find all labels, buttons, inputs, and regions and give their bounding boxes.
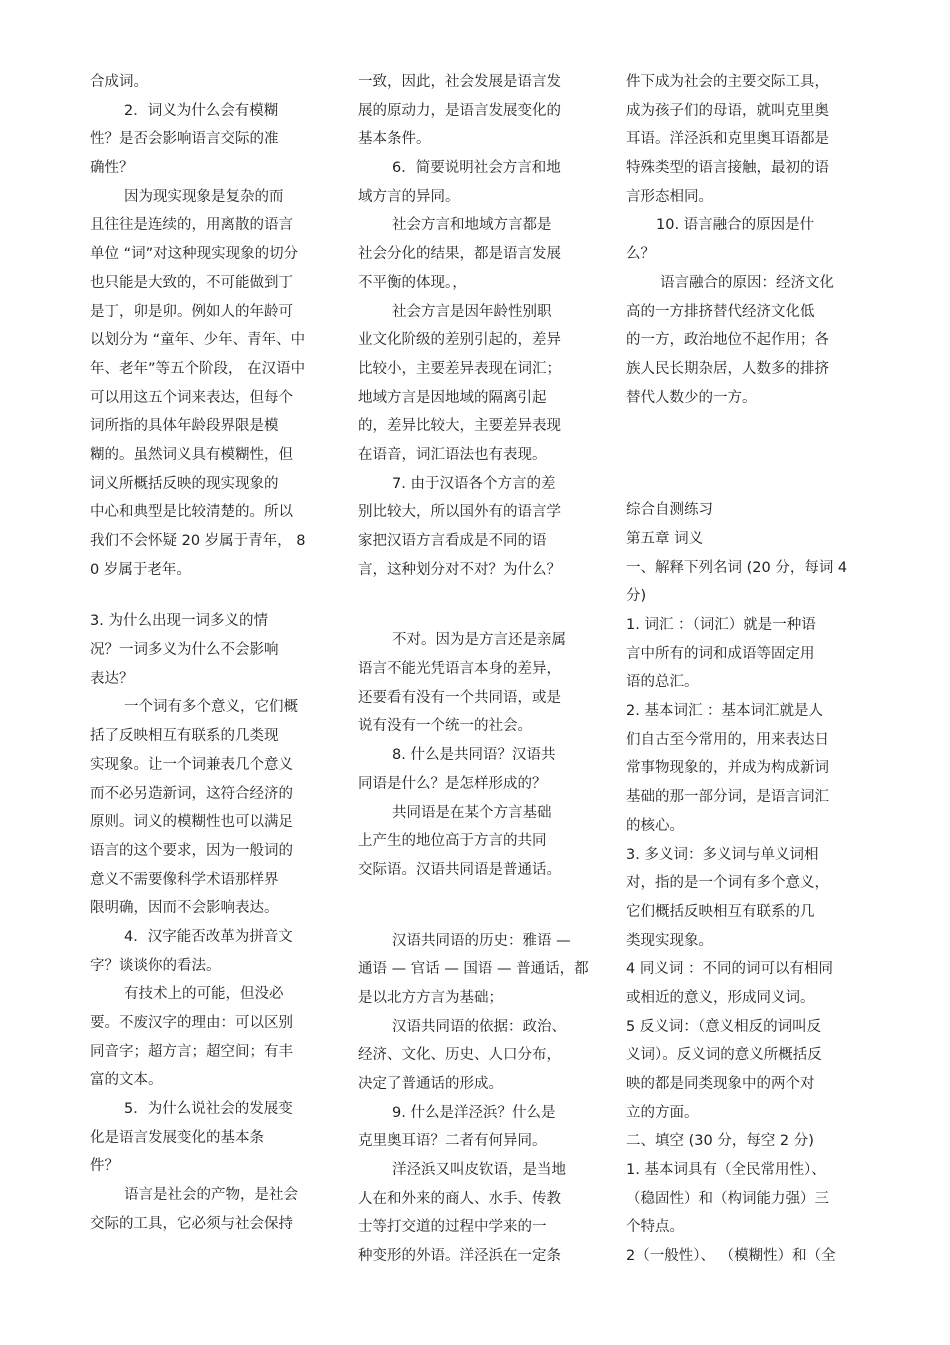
text-line: 言形态相同。 xyxy=(626,188,713,205)
text-line: 特殊类型的语言接触，最初的语 xyxy=(626,160,829,177)
text-line: 上产生的地位高于方言的共同 xyxy=(358,833,547,850)
text-line: 域方言的异同。 xyxy=(358,188,460,205)
text-line: 6．简要说明社会方言和地 xyxy=(392,160,561,177)
text-line: 通语 — 官话 — 国语 — 普通话，都 xyxy=(358,961,589,978)
text-line: 语言不能光凭语言本身的差异， xyxy=(358,661,561,678)
text-line: 在语音，词汇语法也有表现。 xyxy=(358,446,547,463)
text-line: 1. 基本词具有（全民常用性）、 xyxy=(626,1162,826,1179)
text-column-middle xyxy=(358,68,589,1271)
text-line: 富的文本。 xyxy=(90,1072,163,1089)
text-line: 决定了普通话的形成。 xyxy=(358,1076,503,1092)
text-line: 是丁，卯是卯。例如人的年龄可 xyxy=(90,303,293,320)
text-line: 不平衡的体现。， xyxy=(358,274,467,291)
paragraph-gap xyxy=(90,584,330,607)
text-line: 原则。词义的模糊性也可以满足 xyxy=(90,814,293,831)
text-line: 件下成为社会的主要交际工具， xyxy=(626,74,829,90)
text-line: 类现实现象。 xyxy=(626,932,713,949)
text-line: 汉语共同语的依据：政治、 xyxy=(392,1018,566,1035)
text-line: 或相近的意义，形成同义词。 xyxy=(626,989,815,1006)
text-line: 分) xyxy=(626,588,647,605)
text-line: 0 岁属于老年。 xyxy=(90,561,191,578)
text-line: 家把汉语方言看成是不同的语 xyxy=(358,533,547,549)
text-line: 社会分化的结果，都是语言发展 xyxy=(358,246,561,263)
text-line: 人在和外来的商人、水手、传教 xyxy=(358,1190,561,1207)
text-line: 还要看有没有一个共同语，或是 xyxy=(358,689,561,706)
text-line: 5 反义词：（意义相反的词叫反 xyxy=(626,1018,822,1035)
text-line: 第五章 词义 xyxy=(626,530,704,547)
text-column-left xyxy=(90,68,330,1239)
text-line: 综合自测练习 xyxy=(626,502,713,519)
text-line: 年、老年”等五个阶段， 在汉语中 xyxy=(90,360,306,377)
text-line: 对，指的是一个词有多个意义， xyxy=(626,875,829,892)
text-line: 耳语。洋泾浜和克里奥耳语都是 xyxy=(626,131,829,148)
text-line: 因为现实现象是复杂的而 xyxy=(124,188,284,205)
text-line: 映的都是同类现象中的两个对 xyxy=(626,1076,815,1092)
text-line: 语言是社会的产物，是社会 xyxy=(124,1187,298,1204)
text-line: 克里奥耳语？二者有何异同。 xyxy=(358,1133,547,1150)
paragraph-gap xyxy=(358,885,573,927)
text-line: 有技术上的可能，但没必 xyxy=(124,986,284,1003)
text-line: 言，这种划分对不对？为什么？ xyxy=(358,561,561,578)
text-line: 社会方言是因年龄性别职 xyxy=(392,303,552,320)
text-line: 况？一词多义为什么不会影响 xyxy=(90,642,279,659)
text-line: 2．词义为什么会有模糊 xyxy=(124,102,279,119)
text-line: 且往往是连续的，用离散的语言 xyxy=(90,217,293,234)
text-line: 交际语。汉语共同语是普通话。 xyxy=(358,861,561,878)
text-line: 3. 多义词：多义词与单义词相 xyxy=(626,846,819,863)
text-line: 立的方面。 xyxy=(626,1104,699,1121)
text-line: 基础的那一部分词，是语言词汇 xyxy=(626,789,829,806)
text-line: 而不必另造新词，这符合经济的 xyxy=(90,785,293,802)
paragraph-gap xyxy=(626,454,862,496)
text-line: 经济、文化、历史、人口分布， xyxy=(358,1047,561,1064)
text-line: 字？谈谈你的看法。 xyxy=(90,957,221,974)
text-line: 洋泾浜又叫皮钦语，是当地 xyxy=(392,1162,566,1179)
text-line: 4．汉字能否改革为拼音文 xyxy=(124,928,293,945)
text-line: 单位 “词”对这种现实现象的切分 xyxy=(90,246,299,263)
text-line: 5．为什么说社会的发展变 xyxy=(124,1101,293,1118)
paragraph-gap xyxy=(358,584,573,626)
text-line: 别比较大，所以国外有的语言学 xyxy=(358,504,561,521)
text-line: 4 同义词 ：不同的词可以有相同 xyxy=(626,961,833,978)
text-line: 义词）。反义词的意义所概括反 xyxy=(626,1047,822,1064)
text-line: 是以北方方言为基础； xyxy=(358,989,503,1006)
text-line: 社会方言和地域方言都是 xyxy=(392,217,552,234)
text-line: 2（一般性）、 （模糊性）和（全 xyxy=(626,1248,836,1265)
text-line: 中心和典型是比较清楚的。所以 xyxy=(90,504,293,521)
text-line: 表达？ xyxy=(90,670,134,687)
text-line: 8. 什么是共同语？汉语共 xyxy=(392,747,556,764)
text-line: 共同语是在某个方言基础 xyxy=(392,804,552,821)
text-line: 要。不废汉字的理由：可以区别 xyxy=(90,1015,293,1031)
text-line: 的一方，政治地位不起作用；各 xyxy=(626,332,829,349)
text-line: 词所指的具体年龄段界限是模 xyxy=(90,418,279,435)
text-line: 词义所概括反映的现实现象的 xyxy=(90,475,279,492)
text-line: 合成词。 xyxy=(90,74,148,90)
text-line: 二、填空 (30 分，每空 2 分) xyxy=(626,1133,814,1150)
text-line: 化是语言发展变化的基本条 xyxy=(90,1129,264,1146)
text-line: 展的原动力，是语言发展变化的 xyxy=(358,102,561,119)
text-line: 一致，因此，社会发展是语言发 xyxy=(358,74,561,90)
text-line: 业文化阶级的差别引起的，差异 xyxy=(358,332,561,349)
text-line: 件？ xyxy=(90,1158,119,1175)
text-line: 地域方言是因地域的隔离引起 xyxy=(358,389,547,406)
text-line: （稳固性）和（构词能力强）三 xyxy=(626,1190,829,1207)
text-column-right xyxy=(626,68,862,1271)
text-line: 同语是什么？是怎样形成的？ xyxy=(358,775,547,792)
text-line: 一个词有多个意义，它们概 xyxy=(124,699,298,716)
text-line: 也只能是大致的，不可能做到丁 xyxy=(90,274,293,291)
text-line: 高的一方排挤替代经济文化低 xyxy=(626,303,815,320)
text-line: 括了反映相互有联系的几类现 xyxy=(90,728,279,745)
text-line: 们自古至今常用的，用来表达日 xyxy=(626,731,829,748)
text-line: 9. 什么是洋泾浜？什么是 xyxy=(392,1104,556,1121)
paragraph-gap xyxy=(626,412,862,454)
text-line: 种变形的外语。洋泾浜在一定条 xyxy=(358,1248,561,1265)
text-line: 2. 基本词汇 ：基本词汇就是人 xyxy=(626,703,824,720)
text-line: 的，差异比较大，主要差异表现 xyxy=(358,418,561,435)
text-line: 族人民长期杂居，人数多的排挤 xyxy=(626,360,829,377)
text-line: 个特点。 xyxy=(626,1219,684,1236)
text-line: 的核心。 xyxy=(626,817,684,834)
text-line: 交际的工具，它必须与社会保持 xyxy=(90,1215,293,1232)
text-line: 语言融合的原因：经济文化 xyxy=(660,274,834,291)
text-line: 语言的这个要求，因为一般词的 xyxy=(90,842,293,859)
text-line: 性？是否会影响语言交际的准 xyxy=(90,131,279,148)
text-line: 10. 语言融合的原因是什 xyxy=(656,217,815,234)
text-line: 替代人数少的一方。 xyxy=(626,389,757,406)
text-line: 可以用这五个词来表达，但每个 xyxy=(90,389,293,406)
text-line: 么？ xyxy=(626,246,655,263)
text-line: 限明确，因而不会影响表达。 xyxy=(90,900,279,917)
text-line: 汉语共同语的历史：雅语 — xyxy=(392,932,571,949)
text-line: 不对。因为是方言还是亲属 xyxy=(392,632,566,649)
text-line: 言中所有的词和成语等固定用 xyxy=(626,645,815,662)
text-line: 实现象。让一个词兼表几个意义 xyxy=(90,756,293,773)
text-line: 它们概括反映相互有联系的几 xyxy=(626,903,815,920)
text-line: 一、解释下列名词 (20 分，每词 4 xyxy=(626,559,848,576)
text-line: 3. 为什么出现一词多义的情 xyxy=(90,613,268,630)
text-line: 我们不会怀疑 20 岁属于青年， 8 xyxy=(90,533,306,549)
text-line: 比较小，主要差异表现在词汇； xyxy=(358,360,561,377)
text-line: 基本条件。 xyxy=(358,131,431,148)
text-line: 常事物现象的，并成为构成新词 xyxy=(626,760,829,777)
text-line: 说有没有一个统一的社会。 xyxy=(358,718,532,735)
text-line: 以划分为 “童年、少年、青年、中 xyxy=(90,332,306,349)
text-line: 意义不需要像科学术语那样界 xyxy=(90,871,279,888)
text-line: 糊的。虽然词义具有模糊性，但 xyxy=(90,446,293,463)
text-line: 成为孩子们的母语，就叫克里奥 xyxy=(626,102,829,119)
text-line: 语的总汇。 xyxy=(626,674,699,691)
text-line: 士等打交道的过程中学来的一 xyxy=(358,1219,547,1236)
text-line: 确性？ xyxy=(90,160,134,177)
text-line: 同音字；超方言；超空间；有丰 xyxy=(90,1043,293,1060)
text-line: 1. 词汇 ：（词汇）就是一种语 xyxy=(626,617,816,633)
text-line: 7. 由于汉语各个方言的差 xyxy=(392,475,556,492)
